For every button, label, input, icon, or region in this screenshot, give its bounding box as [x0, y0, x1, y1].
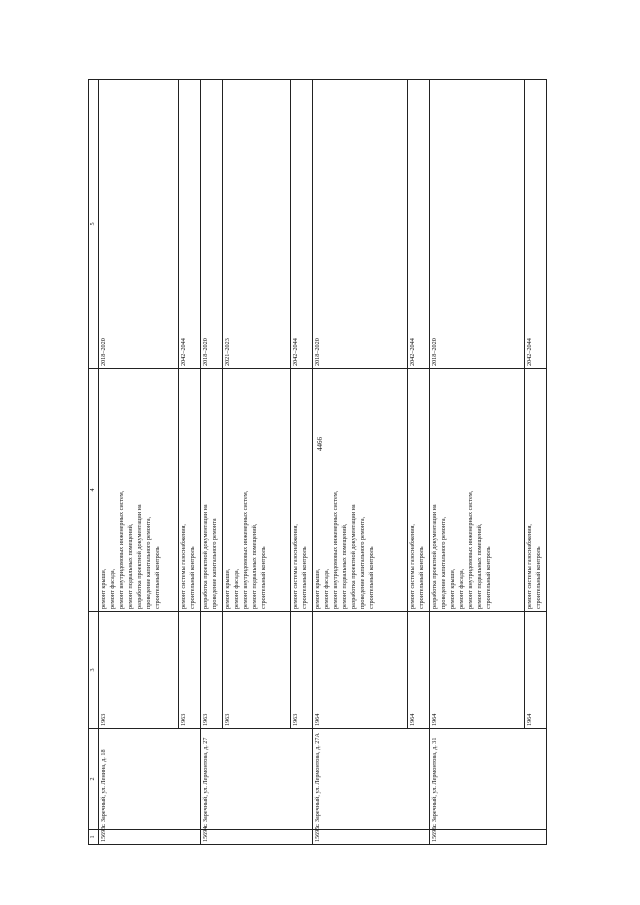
table-row	[313, 80, 408, 845]
column-header: 3	[89, 612, 99, 729]
row-number: 15696.	[430, 830, 547, 845]
table-row	[430, 80, 525, 845]
year-cell: 1964	[430, 612, 525, 729]
period-cell: 2018–2020	[99, 80, 179, 369]
year-cell: 1964	[408, 612, 430, 729]
period-cell: 2021–2023	[223, 80, 291, 369]
year-cell: 1963	[99, 612, 179, 729]
table-row	[201, 80, 223, 845]
works-cell: разработка проектной документации на проведение капитального ремонта	[201, 369, 223, 612]
works-cell: ремонт системы газоснабжения, строительный контроль	[408, 369, 430, 612]
period-cell: 2042–2044	[525, 80, 547, 369]
rotated-table-container	[88, 80, 553, 845]
year-cell: 1964	[525, 612, 547, 729]
row-number: 15694.	[201, 830, 313, 845]
period-cell: 2042–2044	[291, 80, 313, 369]
period-cell: 2018–2020	[313, 80, 408, 369]
works-cell: ремонт системы газоснабжения, строительный контроль	[179, 369, 201, 612]
column-header: 1	[89, 830, 99, 845]
period-cell: 2042–2044	[408, 80, 430, 369]
column-number-row	[89, 80, 99, 845]
works-cell: ремонт крыши, ремонт фасада, ремонт внутридомовых инженерных систем, ремонт подвальных помещений, разработка проектной документации на проведение капитального ремонта, строительный контроль	[313, 369, 408, 612]
works-cell: разработка проектной документации на проведение капитального ремонта, ремонт крыши, ремонт фасада, ремонт внутридомовых инженерных систем, ремонт подвальных помещений, строительный контроль	[430, 369, 525, 612]
works-cell: ремонт крыши, ремонт фасада, ремонт внутридомовых инженерных систем, ремонт подвальных помещений, разработка проектной документации на проведение капитального ремонта, строительный контроль	[99, 369, 179, 612]
address-cell: г. Заречный, ул. Ленина, д. 18	[99, 729, 201, 830]
row-number: 15695.	[313, 830, 430, 845]
year-cell: 1963	[201, 612, 223, 729]
row-number: 15693.	[99, 830, 201, 845]
table-row	[99, 80, 179, 845]
column-header: 5	[89, 80, 99, 369]
works-cell: ремонт системы газоснабжения, строительный контроль	[525, 369, 547, 612]
year-cell: 1964	[313, 612, 408, 729]
page-number: 4466	[316, 437, 324, 451]
period-cell: 2042–2044	[179, 80, 201, 369]
year-cell: 1963	[179, 612, 201, 729]
period-cell: 2018–2020	[430, 80, 525, 369]
year-cell: 1963	[291, 612, 313, 729]
year-cell: 1963	[223, 612, 291, 729]
works-cell: ремонт системы газоснабжения, строительный контроль	[291, 369, 313, 612]
works-cell: ремонт крыши, ремонт фасада, ремонт внутридомовых инженерных систем, ремонт подвальных помещений, строительный контроль	[223, 369, 291, 612]
column-header: 2	[89, 729, 99, 830]
address-cell: г. Заречный, ул. Лермонтова, д. 27А	[313, 729, 430, 830]
register-table	[88, 79, 547, 845]
address-cell: г. Заречный, ул. Лермонтова, д. 31	[430, 729, 547, 830]
address-cell: г. Заречный, ул. Лермонтова, д. 27	[201, 729, 313, 830]
column-header: 4	[89, 369, 99, 612]
period-cell: 2018–2020	[201, 80, 223, 369]
